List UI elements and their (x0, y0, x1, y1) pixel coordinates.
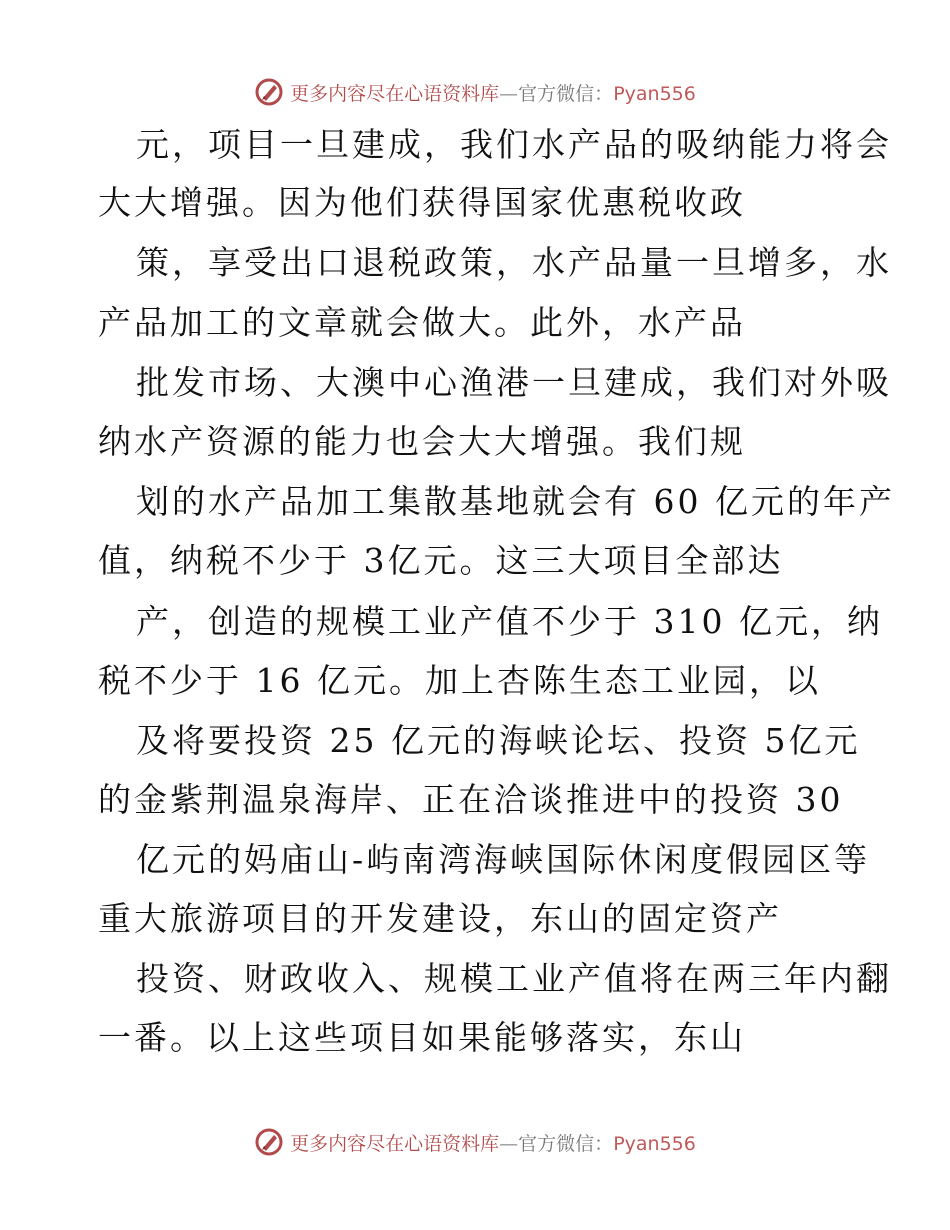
pen-logo-icon (254, 77, 284, 107)
text-line: 元，项目一旦建成，我们水产品的吸纳能力将会 (136, 125, 892, 164)
footer-watermark (0, 1122, 950, 1162)
watermark-dash: — (499, 82, 519, 105)
text-line: 及将要投资 25 亿元的海峡论坛、投资 5亿元 (136, 721, 861, 760)
watermark-text (290, 79, 696, 106)
text-line: 纳水产资源的能力也会大大增强。我们规 (98, 422, 746, 461)
text-line: 批发市场、大澳中心渔港一旦建成，我们对外吸 (136, 363, 892, 402)
text-line: 产，创造的规模工业产值不少于 310 亿元，纳 (136, 602, 883, 641)
text-line: 税不少于 16 亿元。加上杏陈生态工业园，以 (98, 661, 821, 700)
text-line: 产品加工的文章就会做大。此外，水产品 (98, 303, 746, 342)
pen-logo-icon (254, 1127, 284, 1157)
text-line: 重大旅游项目的开发建设，东山的固定资产 (98, 899, 782, 938)
text-line: 值，纳税不少于 3亿元。这三大项目全部达 (98, 541, 784, 580)
watermark-dash: — (499, 1132, 519, 1155)
text-line: 投资、财政收入、规模工业产值将在两三年内翻 (136, 959, 892, 998)
watermark-wechat: 官方微信： (518, 82, 614, 105)
watermark-id: Pyan556 (613, 1132, 696, 1155)
text-line: 一番。以上这些项目如果能够落实，东山 (98, 1018, 746, 1057)
header-watermark (0, 72, 950, 112)
text-line: 亿元的妈庙山-屿南湾海峡国际休闲度假园区等 (136, 840, 871, 879)
text-line: 大大增强。因为他们获得国家优惠税收政 (98, 183, 746, 222)
watermark-main: 更多内容尽在心语资料库 (290, 1132, 500, 1155)
text-line: 的金紫荆温泉海岸、正在洽谈推进中的投资 30 (98, 780, 844, 819)
watermark-main: 更多内容尽在心语资料库 (290, 82, 500, 105)
watermark-id: Pyan556 (613, 82, 696, 105)
text-line: 策，享受出口退税政策，水产品量一旦增多，水 (136, 243, 892, 282)
watermark-wechat: 官方微信： (518, 1132, 614, 1155)
watermark-text (290, 1129, 696, 1156)
text-line: 划的水产品加工集散基地就会有 60 亿元的年产 (136, 482, 895, 521)
